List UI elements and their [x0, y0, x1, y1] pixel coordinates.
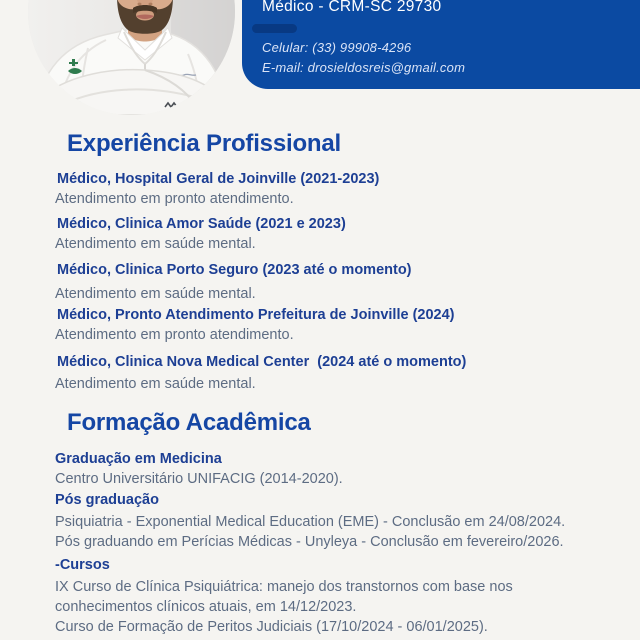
xp-title-1: Médico, Hospital Geral de Joinville (2021-2023): [57, 171, 380, 187]
xp-description-1: Atendimento em pronto atendimento.: [55, 191, 294, 207]
edu-line: conhecimentos clínicos atuais, em 14/12/2023.: [55, 599, 357, 615]
xp-description-5: Atendimento em saúde mental.: [55, 376, 256, 392]
email-text: E-mail: drosieldosreis@gmail.com: [262, 60, 466, 75]
edu-line: Centro Universitário UNIFACIG (2014-2020).: [55, 471, 343, 487]
edu-line: IX Curso de Clínica Psiquiátrica: manejo dos transtornos com base nos: [55, 579, 513, 595]
edu-subtitle-cursos: -Cursos: [55, 557, 110, 573]
xp-title-4: Médico, Pronto Atendimento Prefeitura de Joinville (2024): [57, 307, 455, 323]
section-title-education: Formação Acadêmica: [67, 409, 311, 436]
xp-title-3: Médico, Clinica Porto Seguro (2023 até o momento): [57, 262, 412, 278]
doctor-photo: [28, 0, 235, 115]
section-title-experience: Experiência Profissional: [67, 130, 341, 157]
edu-subtitle-pos-graduacao: Pós graduação: [55, 492, 159, 508]
phone-text: Celular: (33) 99908-4296: [262, 40, 412, 55]
xp-description-4: Atendimento em pronto atendimento.: [55, 327, 294, 343]
edu-line: Curso de Formação de Peritos Judiciais (17/10/2024 - 06/01/2025).: [55, 619, 488, 635]
xp-title-2: Médico, Clinica Amor Saúde (2021 e 2023): [57, 216, 346, 232]
xp-description-2: Atendimento em saúde mental.: [55, 236, 256, 252]
doctor-portrait-illustration: [28, 0, 235, 115]
edu-line: Psiquiatria - Exponential Medical Education (EME) - Conclusão em 24/08/2024.: [55, 514, 566, 530]
edu-line: Pós graduando em Perícias Médicas - Unyleya - Conclusão em fevereiro/2026.: [55, 534, 564, 550]
role-crm-text: Médico - CRM-SC 29730: [262, 0, 442, 15]
edu-subtitle-graduacao: Graduação em Medicina: [55, 451, 222, 467]
xp-description-3: Atendimento em saúde mental.: [55, 286, 256, 302]
xp-title-5: Médico, Clinica Nova Medical Center (2024 até o momento): [57, 354, 467, 370]
header-accent-pill: [252, 24, 297, 33]
